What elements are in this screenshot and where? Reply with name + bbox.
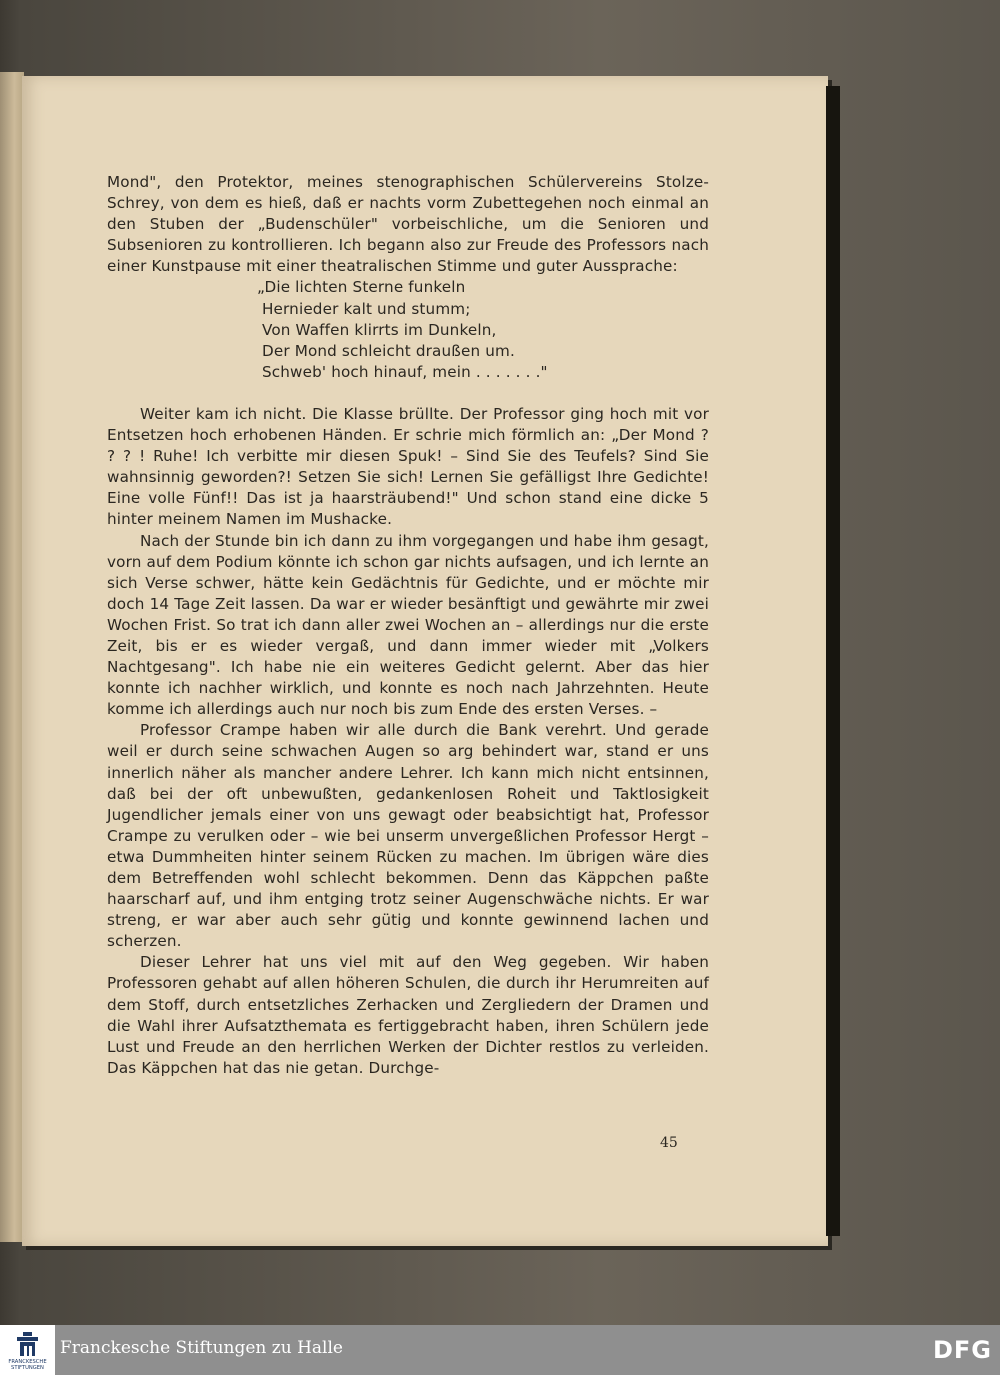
page-text-block (107, 172, 709, 1079)
paragraph-4: Professor Crampe haben wir alle durch die Bank verehrt. Und gerade weil er durch seine schwachen Augen so arg behindert war, stand er uns innerlich näher als mancher andere Lehrer. Ich kann mich nicht entsinnen, daß bei der oft unbewußten, gedankenlosen Roheit und Taktlosigkeit Jugendlicher jemals einer von uns gewagt oder beabsichtigt hat, Professor Crampe zu verulken oder – wie bei unserm unvergeßlichen Professor Hergt – etwa Dummheiten hinter seinem Rücken zu machen. Im übrigen wäre dies dem Betreffenden wohl schlecht bekommen. Denn das Käppchen paßte haarscharf auf, und ihm entging trotz seiner Augenschwäche nichts. Er war streng, er war aber auch sehr gütig und konnte gewinnend lachen und scherzen. (107, 721, 709, 951)
poem-line-2: Hernieder kalt und stumm; (257, 299, 471, 318)
paragraph-3: Nach der Stunde bin ich dann zu ihm vorgegangen und habe ihm gesagt, vorn auf dem Podium könnte ich schon gar nichts aufsagen, und ich lernte an sich Verse schwer, hätte kein Gedächtnis für Gedichte, und er möchte mir doch 14 Tage Zeit lassen. Da war er wieder besänftigt und gewährte mir zwei Wochen Frist. So trat ich dann aller zwei Wochen an – allerdings nur die erste Zeit, bis er es wieder vergaß, und dann immer wieder mit „Volkers Nachtgesang". Ich habe nie ein weiteres Gedicht gelernt. Aber das hier konnte ich nachher wirklich, und konnte es noch nach Jahrzehnten. Heute komme ich allerdings auch nur noch bis zum Ende des ersten Verses. – (107, 531, 709, 719)
svg-text:FRANCKESCHE: FRANCKESCHE (8, 1359, 47, 1365)
poem-line-4: Der Mond schleicht draußen um. (257, 341, 515, 360)
left-page-edge (0, 72, 24, 1242)
footer-logo-box[interactable] (0, 1325, 55, 1375)
poem-line-1: „Die lichten Sterne funkeln (257, 278, 466, 297)
poem-line-3: Von Waffen klirrts im Dunkeln, (257, 320, 497, 339)
page-edge-shadow (826, 86, 840, 1236)
dfg-logo-icon[interactable]: DFG (932, 1336, 992, 1364)
poem-block (257, 277, 709, 382)
paragraph-1: Mond", den Protektor, meines stenographischen Schülervereins Stolze-Schrey, von dem es hieß, daß er nachts vorm Zubettegehen noch einmal an den Stuben der „Budenschüler" vorbeischliche, um die Senioren und Subsenioren zu kontrollieren. Ich begann also zur Freude des Professors nach einer Kunstpause mit einer theatralischen Stimme und guter Aussprache: (107, 173, 709, 276)
page-number: 45 (660, 1135, 678, 1151)
svg-text:STIFTUNGEN: STIFTUNGEN (11, 1365, 44, 1371)
paragraph-2: Weiter kam ich nicht. Die Klasse brüllte. Der Professor ging hoch mit vor Entsetzen hoch erhobenen Händen. Er schrie mich förmlich an: „Der Mond ? ? ? ! Ruhe! Ich verbitte mir diesen Spuk! – Sind Sie des Teufels? Sind Sie wahnsinnig geworden?! Setzen Sie sich! Lernen Sie gefälligst Ihre Gedichte! Eine volle Fünf!! Das ist ja haarsträubend!" Und schon stand eine dicke 5 hinter meinem Namen im Mushacke. (107, 404, 709, 529)
franckesche-logo-icon (3, 1328, 52, 1372)
footer-title: Franckesche Stiftungen zu Halle (60, 1338, 343, 1358)
paragraph-5: Dieser Lehrer hat uns viel mit auf den Weg gegeben. Wir haben Professoren gehabt auf allen höheren Schulen, die durch ihr Herumreiten auf dem Stoff, durch entsetzliches Zerhacken und Zergliedern der Dramen und die Wahl ihrer Aufsatzthemata es fertiggebracht haben, ihren Schülern jede Lust und Freude an den herrlichen Werken der Dichter restlos zu verleiden. Das Käppchen hat das nie getan. Durchge- (107, 953, 709, 1077)
footer-bar (0, 1325, 1000, 1375)
poem-line-5: Schweb' hoch hinauf, mein . . . . . . ." (257, 362, 548, 381)
